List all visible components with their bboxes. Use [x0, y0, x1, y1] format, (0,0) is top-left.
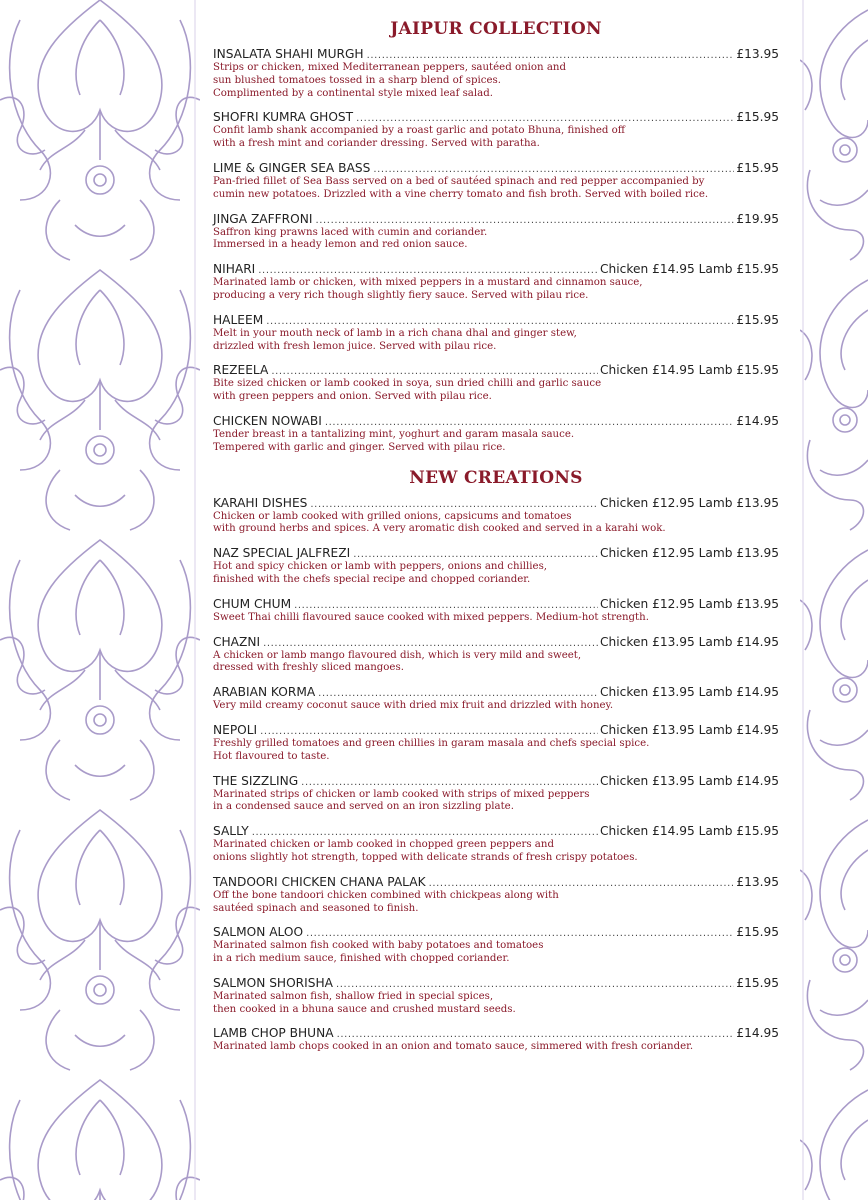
menu-item-name: NEPOLI: [213, 722, 258, 737]
menu-item-price: Chicken £12.95 Lamb £13.95: [600, 546, 779, 561]
menu-item-description: A chicken or lamb mango flavoured dish, which is very mild and sweet, dressed with freshly sliced mangoes.: [213, 649, 582, 674]
menu-item-header: [213, 495, 779, 511]
menu-item-description: Strips or chicken, mixed Mediterranean peppers, sautéed onion and sun blushed tomatoes tossed in a sharp blend of spices. Complimented by a continental style mixed leaf salad.: [213, 62, 567, 99]
menu-item-header: [213, 109, 779, 125]
menu-item-description: Marinated salmon fish, shallow fried in special spices, then cooked in a bhuna sauce and crushed mustard seeds.: [213, 990, 516, 1015]
menu-item: [213, 160, 779, 202]
menu-item-name: THE SIZZLING: [213, 773, 299, 788]
menu-item-price: Chicken £13.95 Lamb £14.95: [600, 722, 779, 737]
right-ornament-border: [800, 0, 868, 1200]
menu-item-price: £13.95: [736, 874, 779, 889]
menu-item-header: [213, 596, 779, 612]
dot-leader: [301, 773, 598, 791]
menu-item-name: CHICKEN NOWABI: [213, 413, 322, 428]
menu-item-description: Tender breast in a tantalizing mint, yoghurt and garam masala sauce. Tempered with garlic and ginger. Served with pilau rice.: [213, 428, 575, 453]
menu-item: [213, 495, 779, 537]
menu-item-name: INSALATA SHAHI MURGH: [213, 47, 364, 61]
menu-item-description: Marinated strips of chicken or lamb cooked with strips of mixed peppers in a condensed sauce and served on an iron sizzling plate.: [213, 788, 590, 813]
menu-item-header: [213, 924, 779, 940]
menu-item: [213, 823, 779, 865]
menu-item-price: Chicken £14.95 Lamb £15.95: [600, 262, 779, 277]
menu-item: [213, 261, 779, 303]
dot-leader: [310, 495, 598, 513]
menu-item-header: [213, 684, 779, 700]
menu-item-price: £13.95: [736, 47, 779, 61]
menu-item-name: JINGA ZAFFRONI: [213, 211, 313, 226]
menu-item: [213, 312, 779, 354]
menu-item-name: SHOFRI KUMRA GHOST: [213, 110, 354, 125]
menu-item-header: [213, 823, 779, 839]
menu-item-header: [213, 1025, 779, 1041]
menu-item-description: Melt in your mouth neck of lamb in a rich chana dhal and ginger stew, drizzled with fresh lemon juice. Served with pilau rice.: [213, 327, 577, 352]
menu-item-header: [213, 773, 779, 789]
menu-item-name: SALMON ALOO: [213, 925, 304, 940]
ornament-pattern-icon: [0, 0, 200, 1200]
menu-item-price: £19.95: [736, 211, 779, 226]
menu-item-description: Marinated lamb or chicken, with mixed peppers in a mustard and cinnamon sauce, producing a very rich though slightly fiery sauce. Served with pilau rice.: [213, 277, 643, 301]
menu-item: [213, 722, 779, 764]
menu-item-header: [213, 46, 779, 62]
dot-leader: [315, 211, 734, 229]
menu-item-description: Very mild creamy coconut sauce with dried mix fruit and drizzled with honey.: [213, 700, 614, 712]
menu-item-price: Chicken £12.95 Lamb £13.95: [600, 596, 779, 611]
menu-item: [213, 634, 779, 676]
menu-item-price: Chicken £13.95 Lamb £14.95: [600, 773, 779, 788]
menu-item: [213, 684, 779, 713]
menu-item-header: [213, 634, 779, 650]
dot-leader: [263, 634, 598, 652]
menu-content: [213, 18, 779, 1063]
menu-item: [213, 46, 779, 100]
menu-item-name: CHUM CHUM: [213, 596, 292, 611]
menu-item: [213, 1025, 779, 1054]
menu-item-price: £15.95: [736, 312, 779, 327]
menu-item-description: Marinated chicken or lamb cooked in chopped green peppers and onions slightly hot strength, topped with delicate strands of fresh crispy potatoes.: [213, 839, 638, 863]
menu-item-price: £15.95: [736, 925, 779, 940]
menu-item: [213, 545, 779, 587]
menu-item-price: Chicken £14.95 Lamb £15.95: [600, 824, 779, 839]
menu-item-price: £15.95: [736, 160, 779, 175]
menu-item-name: SALMON SHORISHA: [213, 975, 333, 990]
menu-item-price: Chicken £12.95 Lamb £13.95: [600, 495, 779, 510]
menu-item-price: Chicken £13.95 Lamb £14.95: [600, 685, 779, 700]
menu-item-header: [213, 160, 779, 176]
menu-item-name: REZEELA: [213, 363, 269, 378]
menu-item-description: Marinated lamb chops cooked in an onion and tomato sauce, simmered with fresh coriander.: [213, 1041, 694, 1053]
menu-item-description: Confit lamb shank accompanied by a roast garlic and potato Bhuna, finished off with a fresh mint and coriander dressing. Served with paratha.: [213, 125, 626, 150]
menu-item-price: £14.95: [736, 413, 779, 428]
menu-item-description: Saffron king prawns laced with cumin and coriander. Immersed in a heady lemon and red onion sauce.: [213, 226, 488, 251]
menu-item-name: KARAHI DISHES: [213, 495, 308, 510]
menu-item: [213, 362, 779, 404]
menu-item-description: Bite sized chicken or lamb cooked in soya, sun dried chilli and garlic sauce with green peppers and onion. Served with pilau rice.: [213, 378, 602, 403]
menu-item: [213, 975, 779, 1017]
menu-item-price: £14.95: [736, 1026, 779, 1041]
menu-item-name: NIHARI: [213, 262, 256, 277]
menu-item-name: LAMB CHOP BHUNA: [213, 1026, 334, 1041]
menu-item-header: [213, 975, 779, 991]
menu-item-description: Marinated salmon fish cooked with baby potatoes and tomatoes in a rich medium sauce, finished with chopped coriander.: [213, 940, 544, 965]
menu-item: [213, 773, 779, 815]
menu-item-name: SALLY: [213, 824, 249, 839]
menu-item: [213, 596, 779, 625]
menu-item-description: Freshly grilled tomatoes and green chillies in garam masala and chefs special spice. Hot flavoured to taste.: [213, 737, 650, 762]
menu-item-header: [213, 211, 779, 227]
menu-item: [213, 874, 779, 916]
menu-item-description: Off the bone tandoori chicken combined with chickpeas along with sautéed spinach and seasoned to finish.: [213, 889, 559, 914]
menu-item-price: £15.95: [736, 975, 779, 990]
section-title: NEW CREATIONS: [409, 467, 583, 488]
menu-item-price: £15.95: [736, 110, 779, 125]
menu-item-name: CHAZNI: [213, 634, 261, 649]
menu-item-header: [213, 545, 779, 561]
menu-item-name: HALEEM: [213, 312, 264, 327]
menu-item-header: [213, 722, 779, 738]
menu-item-description: Chicken or lamb cooked with grilled onions, capsicums and tomatoes with ground herbs and spices. A very aromatic dish cooked and served in a karahi wok.: [213, 510, 666, 535]
menu-item-header: [213, 413, 779, 429]
menu-item-header: [213, 874, 779, 890]
menu-item-description: Sweet Thai chilli flavoured sauce cooked with mixed peppers. Medium-hot strength.: [213, 611, 649, 623]
menu-item-header: [213, 362, 779, 378]
menu-item: [213, 109, 779, 151]
menu-item-name: LIME & GINGER SEA BASS: [213, 160, 371, 175]
menu-item-header: [213, 312, 779, 328]
menu-item-description: Pan-fried fillet of Sea Bass served on a bed of sautéed spinach and red pepper accompanied by cumin new potatoes. Drizzled with a vine cherry tomato and fish broth. Served with boiled rice.: [213, 175, 709, 200]
menu-item-description: Hot and spicy chicken or lamb with peppers, onions and chillies, finished with the chefs special recipe and chopped coriander.: [213, 561, 548, 585]
section-title: JAIPUR COLLECTION: [390, 19, 602, 39]
menu-item: [213, 413, 779, 455]
menu-item-name: ARABIAN KORMA: [213, 685, 316, 700]
left-ornament-border: [0, 0, 200, 1200]
menu-item: [213, 211, 779, 253]
menu-item-price: Chicken £13.95 Lamb £14.95: [600, 634, 779, 649]
menu-item-price: Chicken £14.95 Lamb £15.95: [600, 363, 779, 378]
menu-item: [213, 924, 779, 966]
menu-item-name: TANDOORI CHICKEN CHANA PALAK: [213, 874, 426, 889]
menu-item-name: NAZ SPECIAL JALFREZI: [213, 546, 351, 561]
ornament-pattern-icon: [800, 0, 868, 1200]
menu-item-header: [213, 261, 779, 277]
